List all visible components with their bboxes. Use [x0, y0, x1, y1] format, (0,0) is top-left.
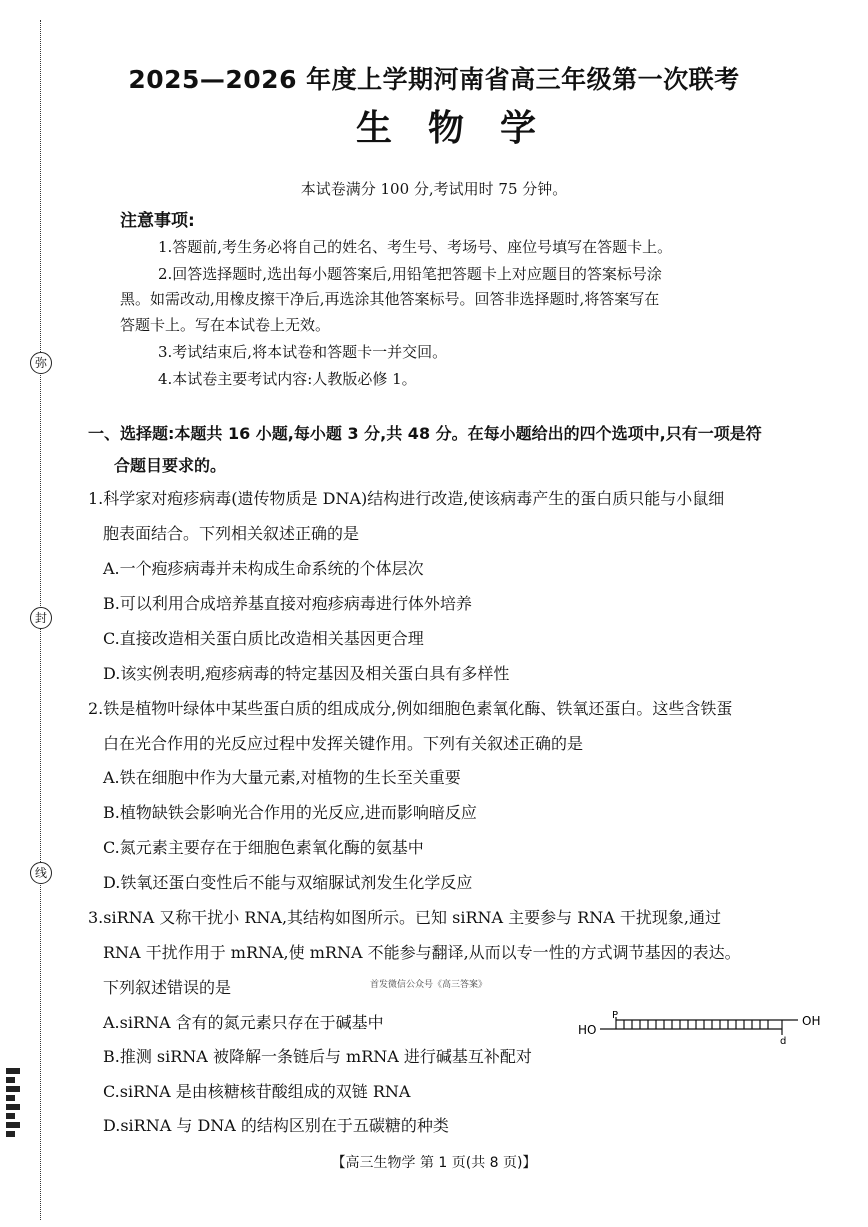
sirna-structure-diagram [576, 1008, 836, 1048]
exam-info: 本试卷满分 100 分,考试用时 75 分钟。 [300, 180, 568, 198]
note-line: 答题卡上。写在本试卷上无效。 [120, 316, 331, 334]
note-line: 1.答题前,考生务必将自己的姓名、考生号、考场号、座位号填写在答题卡上。 [158, 238, 673, 256]
note-line: 3.考试结束后,将本试卷和答题卡一并交回。 [158, 343, 448, 361]
question-1-option-d: D.该实例表明,疱疹病毒的特定基因及相关蛋白具有多样性 [103, 664, 510, 683]
question-3-stem-line: 3.siRNA 又称干扰小 RNA,其结构如图所示。已知 siRNA 主要参与 RNA 干扰现象,通过 [88, 908, 722, 927]
question-1-option-b: B.可以利用合成培养基直接对疱疹病毒进行体外培养 [103, 594, 472, 613]
question-2-option-c: C.氮元素主要存在于细胞色素氧化酶的氨基中 [103, 838, 424, 857]
question-2-stem-line: 白在光合作用的光反应过程中发挥关键作用。下列有关叙述正确的是 [103, 734, 584, 753]
section-heading-line1: 一、选择题:本题共 16 小题,每小题 3 分,共 48 分。在每小题给出的四个选项中,只有一项是符 [88, 424, 762, 443]
question-3-option-c: C.siRNA 是由核糖核苷酸组成的双链 RNA [103, 1082, 411, 1101]
figure-label-d: d [780, 1036, 787, 1047]
barcode-mark [6, 1068, 20, 1148]
note-line: 4.本试卷主要考试内容:人教版必修 1。 [158, 370, 417, 388]
note-line: 2.回答选择题时,选出每小题答案后,用铅笔把答题卡上对应题目的答案标号涂 [158, 265, 662, 283]
subject-title: 生物学 [355, 108, 572, 149]
question-2-option-a: A.铁在细胞中作为大量元素,对植物的生长至关重要 [103, 768, 461, 787]
question-2-stem-line: 2.铁是植物叶绿体中某些蛋白质的组成成分,例如细胞色素氧化酶、铁氧还蛋白。这些含铁蛋 [88, 699, 733, 718]
question-3-option-b: B.推测 siRNA 被降解一条链后与 mRNA 进行碱基互补配对 [103, 1047, 532, 1066]
question-2-option-d: D.铁氧还蛋白变性后不能与双缩脲试剂发生化学反应 [103, 873, 473, 892]
question-1-stem-line: 1.科学家对疱疹病毒(遗传物质是 DNA)结构进行改造,使该病毒产生的蛋白质只能与小鼠细 [88, 489, 725, 508]
question-3-option-d: D.siRNA 与 DNA 的结构区别在于五碳糖的种类 [103, 1116, 449, 1135]
question-2-option-b: B.植物缺铁会影响光合作用的光反应,进而影响暗反应 [103, 803, 477, 822]
question-1-option-a: A.一个疱疹病毒并未构成生命系统的个体层次 [103, 559, 424, 578]
question-3-stem-line: 下列叙述错误的是 [103, 978, 232, 997]
binding-mark-feng: 封 [30, 607, 52, 629]
section-heading [88, 418, 828, 482]
figure-label-p: P [612, 1010, 619, 1021]
section-heading-line2: 合题目要求的。 [114, 456, 227, 475]
question-3-stem-line: RNA 干扰作用于 mRNA,使 mRNA 不能参与翻译,从而以专一性的方式调节基因的表达。 [103, 943, 741, 962]
question-1-option-c: C.直接改造相关蛋白质比改造相关基因更合理 [103, 629, 424, 648]
exam-title: 2025—2026 年度上学期河南省高三年级第一次联考 [128, 65, 740, 94]
binding-mark-mi: 弥 [30, 352, 52, 374]
notes-heading: 注意事项: [120, 211, 195, 231]
binding-mark-xian: 线 [30, 862, 52, 884]
watermark-text: 首发微信公众号《高三答案》 [370, 980, 488, 990]
question-1-stem-line: 胞表面结合。下列相关叙述正确的是 [103, 524, 360, 543]
page-footer: 【高三生物学 第 1 页(共 8 页)】 [331, 1155, 537, 1171]
sirna-strands [600, 1017, 798, 1035]
figure-label-ho: HO [578, 1023, 597, 1037]
note-line: 黑。如需改动,用橡皮擦干净后,再选涂其他答案标号。回答非选择题时,将答案写在 [120, 290, 660, 308]
figure-label-oh: OH [802, 1014, 821, 1028]
question-3-option-a: A.siRNA 含有的氮元素只存在于碱基中 [103, 1013, 384, 1032]
